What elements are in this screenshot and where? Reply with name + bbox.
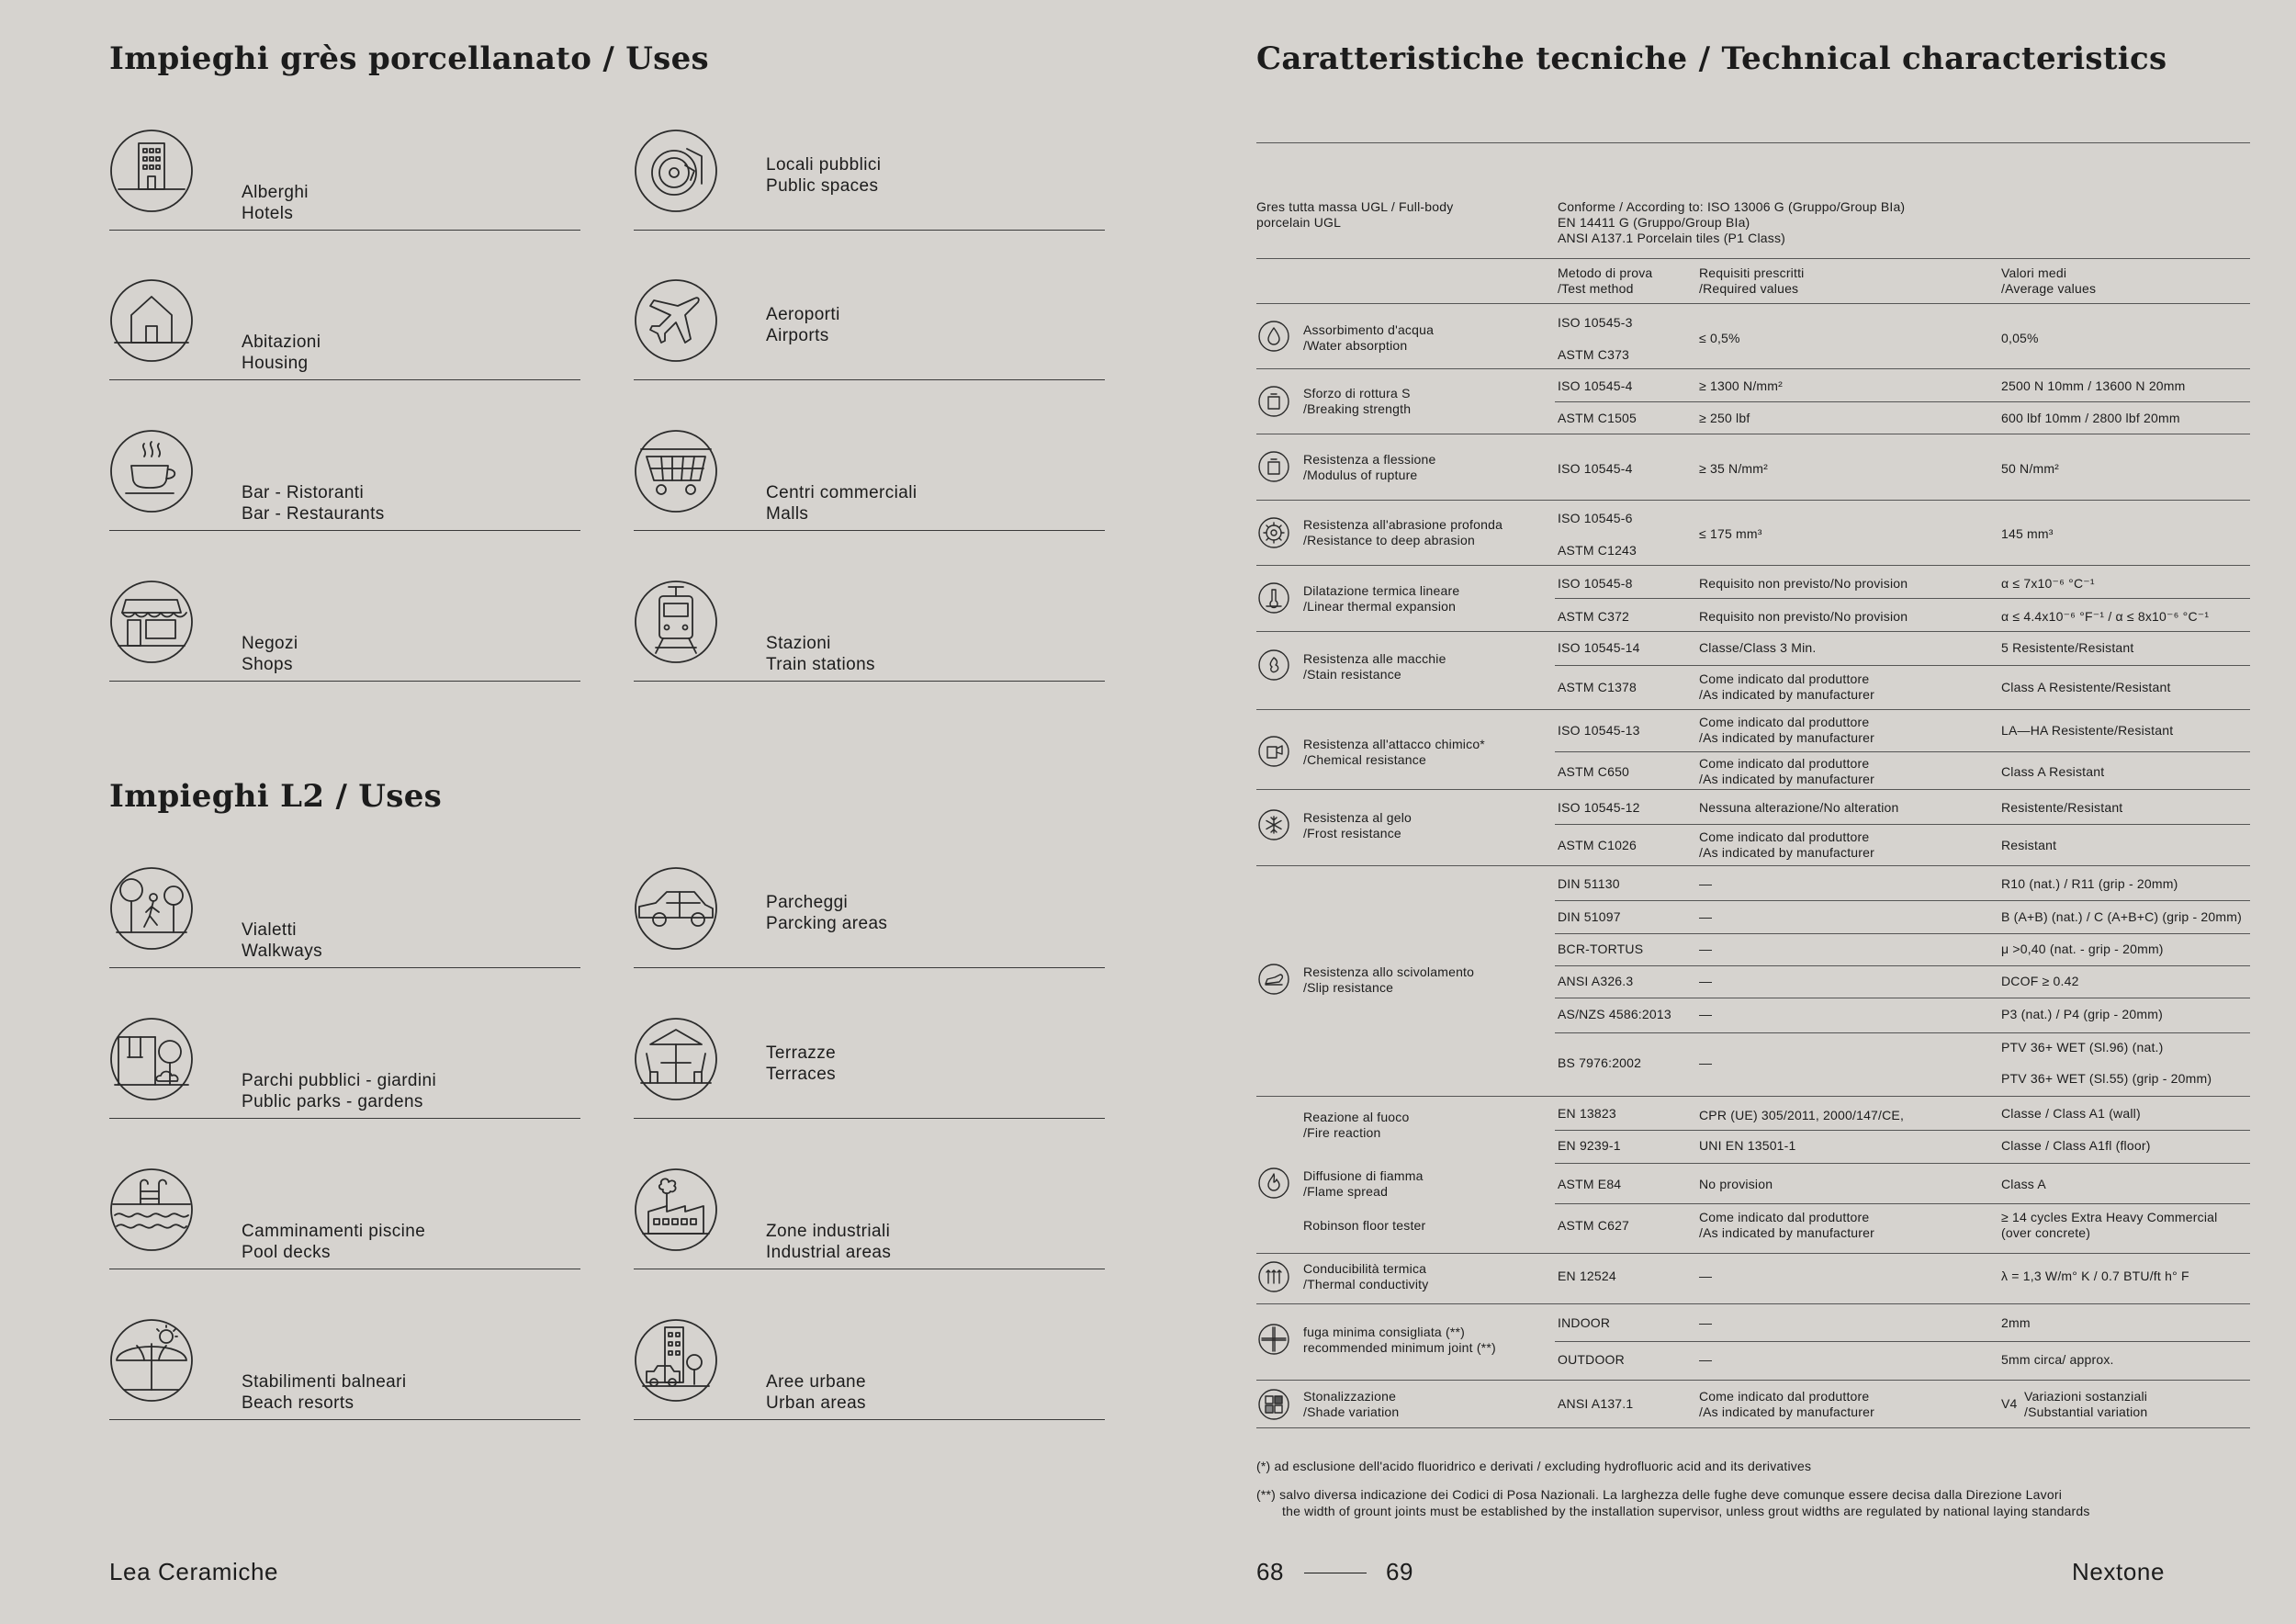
frost-average-2: Resistant bbox=[2001, 838, 2057, 852]
use-label: Negozi Shops bbox=[242, 634, 298, 674]
flexural-average: 50 N/mm² bbox=[2001, 461, 2060, 476]
divider bbox=[1256, 1427, 2250, 1428]
fire-required-4: Come indicato dal produttore /As indicated by manufacturer bbox=[1699, 1210, 1875, 1240]
joint-method-2: OUTDOOR bbox=[1558, 1352, 1625, 1367]
header-required-values: Requisiti prescritti /Required values bbox=[1699, 265, 1805, 296]
use-item-shops bbox=[109, 580, 580, 682]
frost-required-2: Come indicato dal produttore /As indicated by manufacturer bbox=[1699, 829, 1875, 860]
stain-required-2: Come indicato dal produttore /As indicated by manufacturer bbox=[1699, 671, 1875, 702]
breaking-average-1: 2500 N 10mm / 13600 N 20mm bbox=[2001, 378, 2186, 393]
use-item-terraces bbox=[634, 1017, 1105, 1119]
joint-method-1: INDOOR bbox=[1558, 1315, 1611, 1330]
record-player-icon bbox=[634, 129, 718, 213]
breaking-method-2: ASTM C1505 bbox=[1558, 411, 1638, 425]
breaking-method-1: ISO 10545-4 bbox=[1558, 378, 1633, 393]
divider bbox=[1256, 1096, 2250, 1097]
tech-title: Caratteristiche tecniche / Technical characteristics bbox=[1256, 40, 2167, 77]
divider bbox=[1256, 1380, 2250, 1381]
divider bbox=[1256, 1253, 2250, 1254]
thermal-required-1: Requisito non previsto/No provision bbox=[1699, 576, 1908, 591]
fire-method-4: ASTM C627 bbox=[1558, 1218, 1630, 1233]
use-item-urban bbox=[634, 1318, 1105, 1420]
slip-method: DIN 51097 bbox=[1558, 909, 1621, 924]
chemical-icon bbox=[1258, 736, 1289, 767]
abrasion-average: 145 mm³ bbox=[2001, 526, 2054, 541]
slip-average: μ >0,40 (nat. - grip - 20mm) bbox=[2001, 942, 2164, 956]
slip-method: BS 7976:2002 bbox=[1558, 1055, 1642, 1070]
breaking-average-2: 600 lbf 10mm / 2800 lbf 20mm bbox=[2001, 411, 2180, 425]
joint-required-2: — bbox=[1699, 1352, 1713, 1367]
city-icon bbox=[634, 1318, 718, 1403]
terrace-table-icon bbox=[634, 1017, 718, 1101]
chemical-required-1: Come indicato dal produttore /As indicated by manufacturer bbox=[1699, 715, 1875, 745]
stain-method-2: ASTM C1378 bbox=[1558, 680, 1638, 694]
fire-method-3: ASTM E84 bbox=[1558, 1177, 1622, 1191]
factory-icon bbox=[634, 1167, 718, 1252]
water-method-2: ASTM C373 bbox=[1558, 347, 1630, 362]
slip-method: AS/NZS 4586:2013 bbox=[1558, 1007, 1671, 1021]
use-label: Aeroporti Airports bbox=[766, 305, 840, 345]
use-item-pool-decks bbox=[109, 1167, 580, 1269]
abrasion-label: Resistenza all'abrasione profonda /Resistance to deep abrasion bbox=[1303, 517, 1503, 547]
abrasion-method-1: ISO 10545-6 bbox=[1558, 511, 1633, 525]
weight-icon bbox=[1258, 386, 1289, 417]
use-item-airports bbox=[634, 278, 1105, 380]
slip-method: DIN 51130 bbox=[1558, 876, 1620, 891]
chemical-label: Resistenza all'attacco chimico* /Chemical resistance bbox=[1303, 737, 1485, 767]
weight-icon bbox=[1258, 451, 1289, 482]
slip-required: — bbox=[1699, 909, 1713, 924]
slip-average: PTV 36+ WET (Sl.55) (grip - 20mm) bbox=[2001, 1071, 2212, 1086]
frost-method-2: ASTM C1026 bbox=[1558, 838, 1638, 852]
flame-icon bbox=[1258, 1167, 1289, 1199]
footnote-2-cont: the width of grount joints must be established by the installation supervisor, unless grout widths are regulated by national laying standards bbox=[1282, 1504, 2090, 1518]
house-icon bbox=[109, 278, 194, 363]
conductivity-required: — bbox=[1699, 1269, 1713, 1283]
playground-icon bbox=[109, 1017, 194, 1101]
frost-method-1: ISO 10545-12 bbox=[1558, 800, 1640, 815]
thermal-required-2: Requisito non previsto/No provision bbox=[1699, 609, 1908, 624]
use-label: Vialetti Walkways bbox=[242, 920, 323, 961]
fire-average-1: Classe / Class A1 (wall) bbox=[2001, 1106, 2141, 1121]
divider bbox=[1256, 1303, 2250, 1304]
use-item-public-spaces bbox=[634, 129, 1105, 231]
walkway-icon bbox=[109, 866, 194, 951]
use-label: Alberghi Hotels bbox=[242, 183, 309, 223]
thermal-average-2: α ≤ 4.4x10⁻⁶ °F⁻¹ / α ≤ 8x10⁻⁶ °C⁻¹ bbox=[2001, 609, 2210, 624]
divider bbox=[1555, 933, 2250, 934]
slip-average: P3 (nat.) / P4 (grip - 20mm) bbox=[2001, 1007, 2163, 1021]
uses-title-l2: Impieghi L2 / Uses bbox=[109, 778, 443, 815]
airplane-icon bbox=[634, 278, 718, 363]
fire-required-1: CPR (UE) 305/2011, 2000/147/CE, bbox=[1699, 1108, 1905, 1122]
slip-label: Resistenza allo scivolamento /Slip resistance bbox=[1303, 964, 1475, 995]
use-item-walkways bbox=[109, 866, 580, 968]
page-number-left: 68 bbox=[1256, 1558, 1285, 1585]
thermal-method-2: ASTM C372 bbox=[1558, 609, 1630, 624]
conductivity-average: λ = 1,3 W/m° K / 0.7 BTU/ft h° F bbox=[2001, 1269, 2189, 1283]
use-label: Aree urbane Urban areas bbox=[766, 1372, 866, 1413]
divider bbox=[1256, 789, 2250, 790]
water-method-1: ISO 10545-3 bbox=[1558, 315, 1633, 330]
frost-label: Resistenza al gelo /Frost resistance bbox=[1303, 810, 1412, 840]
hotel-icon bbox=[109, 129, 194, 213]
slip-average: PTV 36+ WET (Sl.96) (nat.) bbox=[2001, 1040, 2164, 1054]
abrasion-gear-icon bbox=[1258, 517, 1289, 548]
slip-required: — bbox=[1699, 876, 1713, 891]
use-label: Terrazze Terraces bbox=[766, 1043, 837, 1084]
shade-variation-icon bbox=[1258, 1389, 1289, 1420]
use-item-train-stations bbox=[634, 580, 1105, 682]
flame-spread-label: Diffusione di fiamma /Flame spread bbox=[1303, 1168, 1424, 1199]
slip-required: — bbox=[1699, 1055, 1713, 1070]
header-test-method: Metodo di prova /Test method bbox=[1558, 265, 1653, 296]
divider bbox=[1256, 258, 2250, 259]
slip-method: BCR-TORTUS bbox=[1558, 942, 1644, 956]
material-label: Gres tutta massa UGL / Full-body porcelain UGL bbox=[1256, 199, 1454, 230]
conformity-text: Conforme / According to: ISO 13006 G (Gruppo/Group BIa) EN 14411 G (Gruppo/Group BIa) ANSI A137.1 Porcelain tiles (P1 Class) bbox=[1558, 199, 1906, 245]
shade-average: Variazioni sostanziali /Substantial variation bbox=[2024, 1389, 2148, 1419]
coffee-cup-icon bbox=[109, 429, 194, 513]
train-icon bbox=[634, 580, 718, 664]
page-number-right: 69 bbox=[1386, 1558, 1414, 1585]
joint-cross-icon bbox=[1258, 1324, 1289, 1355]
flexural-label: Resistenza a flessione /Modulus of rupture bbox=[1303, 452, 1436, 482]
divider bbox=[1256, 565, 2250, 566]
use-label: Parchi pubblici - giardini Public parks - gardens bbox=[242, 1071, 437, 1111]
stain-average-2: Class A Resistente/Resistant bbox=[2001, 680, 2171, 694]
divider bbox=[1555, 401, 2250, 402]
abrasion-method-2: ASTM C1243 bbox=[1558, 543, 1638, 558]
shade-method: ANSI A137.1 bbox=[1558, 1396, 1634, 1411]
use-label: Parcheggi Parcking areas bbox=[766, 893, 888, 933]
divider bbox=[1256, 709, 2250, 710]
heat-arrows-icon bbox=[1258, 1261, 1289, 1292]
fire-required-2: UNI EN 13501-1 bbox=[1699, 1138, 1796, 1153]
stain-method-1: ISO 10545-14 bbox=[1558, 640, 1640, 655]
car-icon bbox=[634, 866, 718, 951]
divider bbox=[1256, 500, 2250, 501]
divider bbox=[1555, 965, 2250, 966]
slip-average: R10 (nat.) / R11 (grip - 20mm) bbox=[2001, 876, 2178, 891]
thermal-average-1: α ≤ 7x10⁻⁶ °C⁻¹ bbox=[2001, 576, 2095, 591]
use-item-parks bbox=[109, 1017, 580, 1119]
thermometer-icon bbox=[1258, 582, 1289, 614]
snowflake-icon bbox=[1258, 809, 1289, 840]
divider bbox=[1555, 1203, 2250, 1204]
divider bbox=[1256, 631, 2250, 632]
divider bbox=[1555, 1130, 2250, 1131]
breaking-required-1: ≥ 1300 N/mm² bbox=[1699, 378, 1783, 393]
use-item-malls bbox=[634, 429, 1105, 531]
fire-average-3: Class A bbox=[2001, 1177, 2046, 1191]
water-drop-icon bbox=[1258, 321, 1289, 352]
joint-average-1: 2mm bbox=[2001, 1315, 2031, 1330]
stain-label: Resistenza alle macchie /Stain resistance bbox=[1303, 651, 1446, 682]
frost-required-1: Nessuna alterazione/No alteration bbox=[1699, 800, 1899, 815]
joint-required-1: — bbox=[1699, 1315, 1713, 1330]
divider bbox=[1256, 865, 2250, 866]
pool-ladder-icon bbox=[109, 1167, 194, 1252]
chemical-average-1: LA—HA Resistente/Resistant bbox=[2001, 723, 2174, 738]
use-item-hotels bbox=[109, 129, 580, 231]
water-absorption-label: Assorbimento d'acqua /Water absorption bbox=[1303, 322, 1435, 353]
slip-required: — bbox=[1699, 1007, 1713, 1021]
divider bbox=[1256, 142, 2250, 143]
conductivity-label: Conducibilità termica /Thermal conductivity bbox=[1303, 1261, 1429, 1291]
header-average-values: Valori medi /Average values bbox=[2001, 265, 2097, 296]
slip-method: ANSI A326.3 bbox=[1558, 974, 1634, 988]
brand-left: Lea Ceramiche bbox=[109, 1558, 279, 1585]
slip-required: — bbox=[1699, 974, 1713, 988]
divider bbox=[1555, 751, 2250, 752]
flexural-method: ISO 10545-4 bbox=[1558, 461, 1633, 476]
use-label: Stazioni Train stations bbox=[766, 634, 875, 674]
divider bbox=[1256, 368, 2250, 369]
abrasion-required: ≤ 175 mm³ bbox=[1699, 526, 1762, 541]
water-required: ≤ 0,5% bbox=[1699, 331, 1740, 345]
shade-required: Come indicato dal produttore /As indicated by manufacturer bbox=[1699, 1389, 1875, 1419]
divider bbox=[1555, 665, 2250, 666]
brand-right: Nextone bbox=[2072, 1558, 2166, 1585]
divider bbox=[1555, 1163, 2250, 1164]
slip-average: DCOF ≥ 0.42 bbox=[2001, 974, 2079, 988]
thermal-method-1: ISO 10545-8 bbox=[1558, 576, 1633, 591]
chemical-method-1: ISO 10545-13 bbox=[1558, 723, 1640, 738]
use-label: Centri commerciali Malls bbox=[766, 483, 917, 524]
use-item-parking bbox=[634, 866, 1105, 968]
joint-label: fuga minima consigliata (**) recommended minimum joint (**) bbox=[1303, 1325, 1496, 1355]
use-label: Stabilimenti balneari Beach resorts bbox=[242, 1372, 407, 1413]
thermal-expansion-label: Dilatazione termica lineare /Linear thermal expansion bbox=[1303, 583, 1460, 614]
stain-icon bbox=[1258, 649, 1289, 681]
fire-average-2: Classe / Class A1fl (floor) bbox=[2001, 1138, 2151, 1153]
use-item-industrial bbox=[634, 1167, 1105, 1269]
chemical-method-2: ASTM C650 bbox=[1558, 764, 1630, 779]
use-label: Zone industriali Industrial areas bbox=[766, 1222, 892, 1262]
stain-required-1: Classe/Class 3 Min. bbox=[1699, 640, 1817, 655]
chemical-average-2: Class A Resistant bbox=[2001, 764, 2105, 779]
uses-title-porcelain: Impieghi grès porcellanato / Uses bbox=[109, 40, 709, 77]
shade-code: V4 bbox=[2001, 1396, 2018, 1411]
frost-average-1: Resistente/Resistant bbox=[2001, 800, 2123, 815]
robinson-label: Robinson floor tester bbox=[1303, 1218, 1426, 1233]
use-item-beach bbox=[109, 1318, 580, 1420]
shop-icon bbox=[109, 580, 194, 664]
footnote-1: (*) ad esclusione dell'acido fluoridrico e derivati / excluding hydrofluoric acid and its derivatives bbox=[1256, 1459, 1812, 1473]
breaking-strength-label: Sforzo di rottura S /Breaking strength bbox=[1303, 386, 1412, 416]
beach-umbrella-icon bbox=[109, 1318, 194, 1403]
chemical-required-2: Come indicato dal produttore /As indicated by manufacturer bbox=[1699, 756, 1875, 786]
slip-required: — bbox=[1699, 942, 1713, 956]
fire-method-1: EN 13823 bbox=[1558, 1106, 1616, 1121]
use-item-housing bbox=[109, 278, 580, 380]
divider bbox=[1555, 1341, 2250, 1342]
slip-average: B (A+B) (nat.) / C (A+B+C) (grip - 20mm) bbox=[2001, 909, 2242, 924]
joint-average-2: 5mm circa/ approx. bbox=[2001, 1352, 2114, 1367]
shoe-icon bbox=[1258, 964, 1289, 995]
fire-required-3: No provision bbox=[1699, 1177, 1773, 1191]
shopping-cart-icon bbox=[634, 429, 718, 513]
divider bbox=[1256, 303, 2250, 304]
divider bbox=[1555, 900, 2250, 901]
divider bbox=[1555, 598, 2250, 599]
divider bbox=[1555, 1032, 2250, 1033]
footnote-2: (**) salvo diversa indicazione dei Codici di Posa Nazionali. La larghezza delle fughe deve comunque essere decisa dalla Direzione Lavori bbox=[1256, 1487, 2063, 1502]
flexural-required: ≥ 35 N/mm² bbox=[1699, 461, 1769, 476]
water-average: 0,05% bbox=[2001, 331, 2039, 345]
shade-label: Stonalizzazione /Shade variation bbox=[1303, 1389, 1400, 1419]
stain-average-1: 5 Resistente/Resistant bbox=[2001, 640, 2134, 655]
divider bbox=[1555, 824, 2250, 825]
use-label: Locali pubblici Public spaces bbox=[766, 155, 882, 196]
use-label: Abitazioni Housing bbox=[242, 333, 321, 373]
use-item-bar-restaurants bbox=[109, 429, 580, 531]
use-label: Camminamenti piscine Pool decks bbox=[242, 1222, 426, 1262]
breaking-required-2: ≥ 250 lbf bbox=[1699, 411, 1750, 425]
use-label: Bar - Ristoranti Bar - Restaurants bbox=[242, 483, 385, 524]
fire-reaction-label: Reazione al fuoco /Fire reaction bbox=[1303, 1110, 1410, 1140]
fire-average-4: ≥ 14 cycles Extra Heavy Commercial (over concrete) bbox=[2001, 1210, 2218, 1240]
fire-method-2: EN 9239-1 bbox=[1558, 1138, 1621, 1153]
conductivity-method: EN 12524 bbox=[1558, 1269, 1616, 1283]
